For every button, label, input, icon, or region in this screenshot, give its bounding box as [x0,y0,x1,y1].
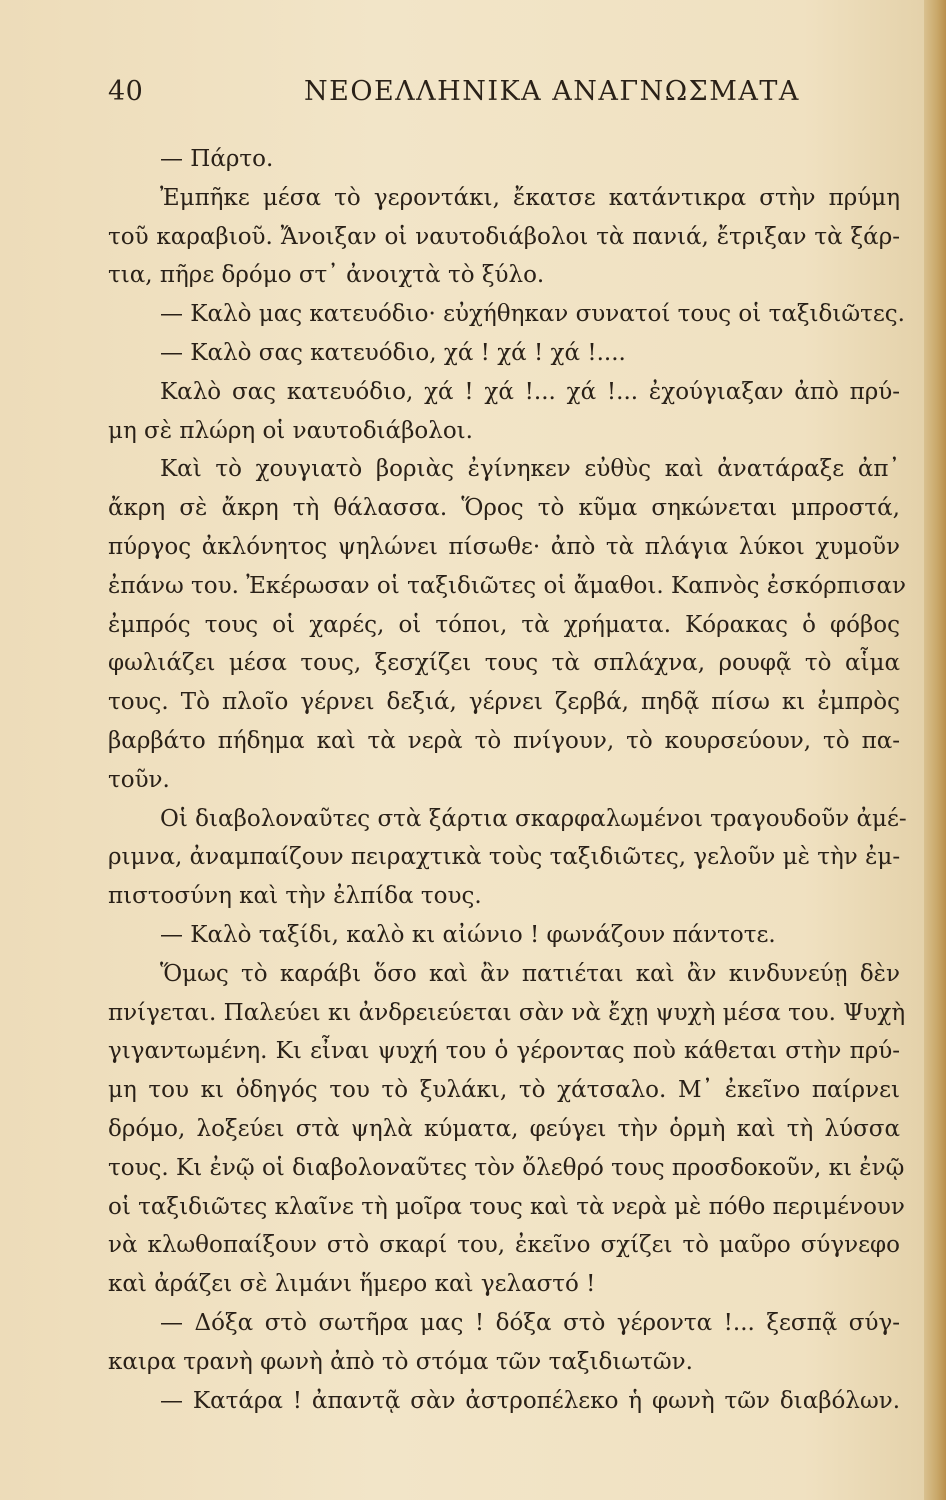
text-line: μη του κι ὁδηγός του τὸ ξυλάκι, τὸ χάτσαλο. Μ᾽ ἐκεῖνο παίρνει [108,1077,900,1104]
text-line: πιστοσύνη καὶ τὴν ἐλπίδα τους. [108,883,482,910]
page-edge [924,0,946,1500]
text-line: νὰ κλωθοπαίξουν στὸ σκαρί του, ἐκεῖνο σχίζει τὸ μαῦρο σύγνεφο [108,1232,900,1259]
text-line: καιρα τρανὴ φωνὴ ἀπὸ τὸ στόμα τῶν ταξιδιωτῶν. [108,1348,693,1375]
text-line: — Δόξα στὸ σωτῆρα μας ! δόξα στὸ γέροντα !... ξεσπᾷ σύγ- [160,1309,900,1336]
text-line: — Πάρτο. [160,146,274,172]
running-title: ΝΕΟΕΛΛΗΝΙΚΑ ΑΝΑΓΝΩΣΜΑΤΑ [304,76,800,107]
text-line: τοῦν. [108,766,170,793]
text-line: γιγαντωμένη. Κι εἶναι ψυχή του ὁ γέροντας ποὺ κάθεται στὴν πρύ- [108,1038,900,1065]
text-line: τους. Τὸ πλοῖο γέρνει δεξιά, γέρνει ζερβά, πηδᾷ πίσω κι ἐμπρὸς [108,689,900,716]
text-line: ριμνα, ἀναμπαίζουν πειραχτικὰ τοὺς ταξιδιῶτες, γελοῦν μὲ τὴν ἐμ- [108,844,901,871]
text-line: οἱ ταξιδιῶτες κλαῖνε τὴ μοῖρα τους καὶ τὰ νερὰ μὲ πόθο περιμένουν [108,1193,905,1220]
text-line: — Καλὸ ταξίδι, καλὸ κι αἰώνιο ! φωνάζουν πάντοτε. [160,921,776,948]
page-header [108,76,908,116]
text-line: καὶ ἀράζει σὲ λιμάνι ἥμερο καὶ γελαστό ! [108,1271,596,1298]
text-line: βαρβάτο πήδημα καὶ τὰ νερὰ τὸ πνίγουν, τὸ κουρσεύουν, τὸ πα- [108,727,900,754]
text-line: Ἐμπῆκε μέσα τὸ γεροντάκι, ἔκατσε κατάντικρα στὴν πρύμη [160,184,900,211]
text-line: ἐπάνω του. Ἐκέρωσαν οἱ ταξιδιῶτες οἱ ἄμαθοι. Καπνὸς ἐσκόρπισαν [108,572,907,599]
text-line: τους. Κι ἐνῷ οἱ διαβολοναῦτες τὸν ὄλεθρό τους προσδοκοῦν, κι ἐνῷ [108,1154,905,1181]
page-number: 40 [108,76,144,107]
text-line: — Κατάρα ! ἀπαντᾷ σὰν ἀστροπέλεκο ἡ φωνὴ τῶν διαβόλων. [160,1387,900,1414]
text-line: Καλὸ σας κατευόδιο, χά ! χά !... χά !... ἐχούγιαξαν ἀπὸ πρύ- [160,378,900,405]
text-line: Οἱ διαβολοναῦτες στὰ ξάρτια σκαρφαλωμένοι τραγουδοῦν ἀμέ- [160,805,907,832]
body-text [108,140,907,1420]
text-line: τοῦ καραβιοῦ. Ἄνοιξαν οἱ ναυτοδιάβολοι τὰ πανιά, ἔτριξαν τὰ ξάρ- [108,223,900,250]
text-line: πνίγεται. Παλεύει κι ἀνδρειεύεται σὰν νὰ ἔχῃ ψυχὴ μέσα του. Ψυχὴ [108,999,906,1026]
text-line: ἄκρη σὲ ἄκρη τὴ θάλασσα. Ὅρος τὸ κῦμα σηκώνεται μπροστά, [108,495,900,522]
text-line: — Καλὸ μας κατευόδιο· εὐχήθηκαν συνατοί τους οἱ ταξιδιῶτες. [160,301,905,328]
text-line: πύργος ἀκλόνητος ψηλώνει πίσωθε· ἀπὸ τὰ πλάγια λύκοι χυμοῦν [108,533,900,560]
text-line: — Καλὸ σας κατευόδιο, χά ! χά ! χά !.... [160,339,626,366]
text-line: τια, πῆρε δρόμο στ᾽ ἀνοιχτὰ τὸ ξύλο. [108,262,545,289]
text-line: φωλιάζει μέσα τους, ξεσχίζει τους τὰ σπλάχνα, ρουφᾷ τὸ αἷμα [108,650,900,677]
text-line: Καὶ τὸ χουγιατὸ βοριὰς ἐγίνηκεν εὐθὺς καὶ ἀνατάραξε ἀπ᾽ [160,456,900,483]
text-line: Ὅμως τὸ καράβι ὅσο καὶ ἂν πατιέται καὶ ἂν κινδυνεύῃ δὲν [160,960,900,987]
text-line: ἐμπρός τους οἱ χαρές, οἱ τόποι, τὰ χρήματα. Κόρακας ὁ φόβος [108,611,900,638]
text-line: μη σὲ πλώρη οἱ ναυτοδιάβολοι. [108,417,473,444]
text-line: δρόμο, λοξεύει στὰ ψηλὰ κύματα, φεύγει τὴν ὁρμὴ καὶ τὴ λύσσα [108,1115,900,1142]
